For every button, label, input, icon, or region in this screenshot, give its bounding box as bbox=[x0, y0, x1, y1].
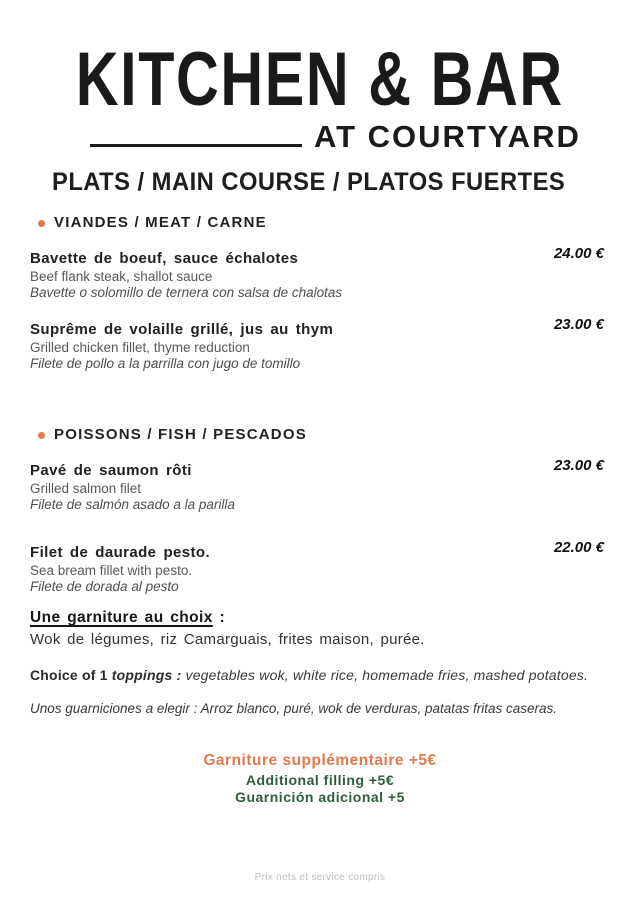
item-desc-es: Filete de salmón asado a la parilla bbox=[30, 497, 235, 512]
supplement-block bbox=[0, 753, 640, 805]
brand-subtitle-row bbox=[90, 119, 581, 154]
choice-en-options: vegetables wok, white rice, homemade fries, mashed potatoes. bbox=[185, 667, 589, 683]
item-price: 23.00 € bbox=[553, 316, 604, 333]
item-name: Suprême de volaille grillé, jus au thym bbox=[30, 321, 334, 338]
brand-title bbox=[0, 37, 640, 122]
item-desc-es: Bavette o solomillo de ternera con salsa de chalotas bbox=[30, 285, 343, 300]
menu-item-daurade bbox=[30, 539, 604, 595]
garnish-heading-underlined: Une garniture au choix bbox=[30, 609, 213, 626]
menu-item-bavette bbox=[30, 245, 604, 301]
item-text-block bbox=[30, 544, 210, 595]
brand-title-text: KITCHEN & BAR bbox=[76, 37, 564, 122]
item-text-block bbox=[30, 462, 235, 513]
garnish-choice-en bbox=[30, 667, 604, 684]
item-desc-es: Filete de dorada al pesto bbox=[30, 579, 179, 594]
brand-subtitle: AT COURTYARD bbox=[314, 119, 581, 154]
item-name: Bavette de boeuf, sauce échalotes bbox=[30, 250, 299, 267]
item-name: Pavé de saumon rôti bbox=[30, 462, 192, 479]
section-header-fish bbox=[38, 426, 640, 444]
choice-en-bold: Choice of 1 bbox=[30, 667, 112, 683]
section-header-meat bbox=[38, 214, 640, 232]
garnish-options-fr: Wok de légumes, riz Camarguais, frites maison, purée. bbox=[30, 631, 425, 648]
menu-item-supreme bbox=[30, 316, 604, 372]
fish-items bbox=[30, 457, 604, 595]
garnish-choice-es: Unos guarniciones a elegir : Arroz blanco, puré, wok de verduras, patatas fritas caseras. bbox=[30, 701, 558, 716]
page-title: PLATS / MAIN COURSE / PLATOS FUERTES bbox=[52, 168, 566, 196]
menu-item-saumon bbox=[30, 457, 604, 513]
section-label-fish: POISSONS / FISH / PESCADOS bbox=[54, 426, 307, 443]
item-desc-es: Filete de pollo a la parrilla con jugo de tomillo bbox=[30, 356, 301, 371]
choice-en-bold-italic: toppings : bbox=[111, 667, 186, 683]
supplement-fr: Garniture supplémentaire +5€ bbox=[203, 752, 437, 769]
supplement-en: Additional filling +5€ bbox=[245, 772, 395, 788]
item-desc-en: Grilled chicken fillet, thyme reduction bbox=[30, 340, 250, 355]
bullet-icon bbox=[38, 220, 45, 227]
bullet-icon bbox=[38, 432, 45, 439]
garnish-block bbox=[30, 609, 604, 717]
item-price: 24.00 € bbox=[553, 245, 604, 262]
item-text-block bbox=[30, 321, 333, 372]
item-desc-en: Beef flank steak, shallot sauce bbox=[30, 269, 213, 284]
garnish-heading-suffix: : bbox=[212, 609, 226, 626]
item-price: 22.00 € bbox=[553, 539, 604, 556]
item-desc-en: Grilled salmon filet bbox=[30, 481, 142, 496]
item-name: Filet de daurade pesto. bbox=[30, 544, 211, 561]
item-desc-en: Sea bream fillet with pesto. bbox=[30, 563, 193, 578]
title-divider-line bbox=[90, 144, 302, 147]
item-price: 23.00 € bbox=[553, 457, 604, 474]
item-text-block bbox=[30, 250, 342, 301]
section-label-meat: VIANDES / MEAT / CARNE bbox=[54, 214, 267, 231]
garnish-heading bbox=[30, 609, 604, 627]
supplement-es: Guarnición adicional +5 bbox=[235, 789, 405, 805]
footer-note: Prix nets et service compris bbox=[254, 872, 386, 883]
meat-items bbox=[30, 245, 604, 372]
